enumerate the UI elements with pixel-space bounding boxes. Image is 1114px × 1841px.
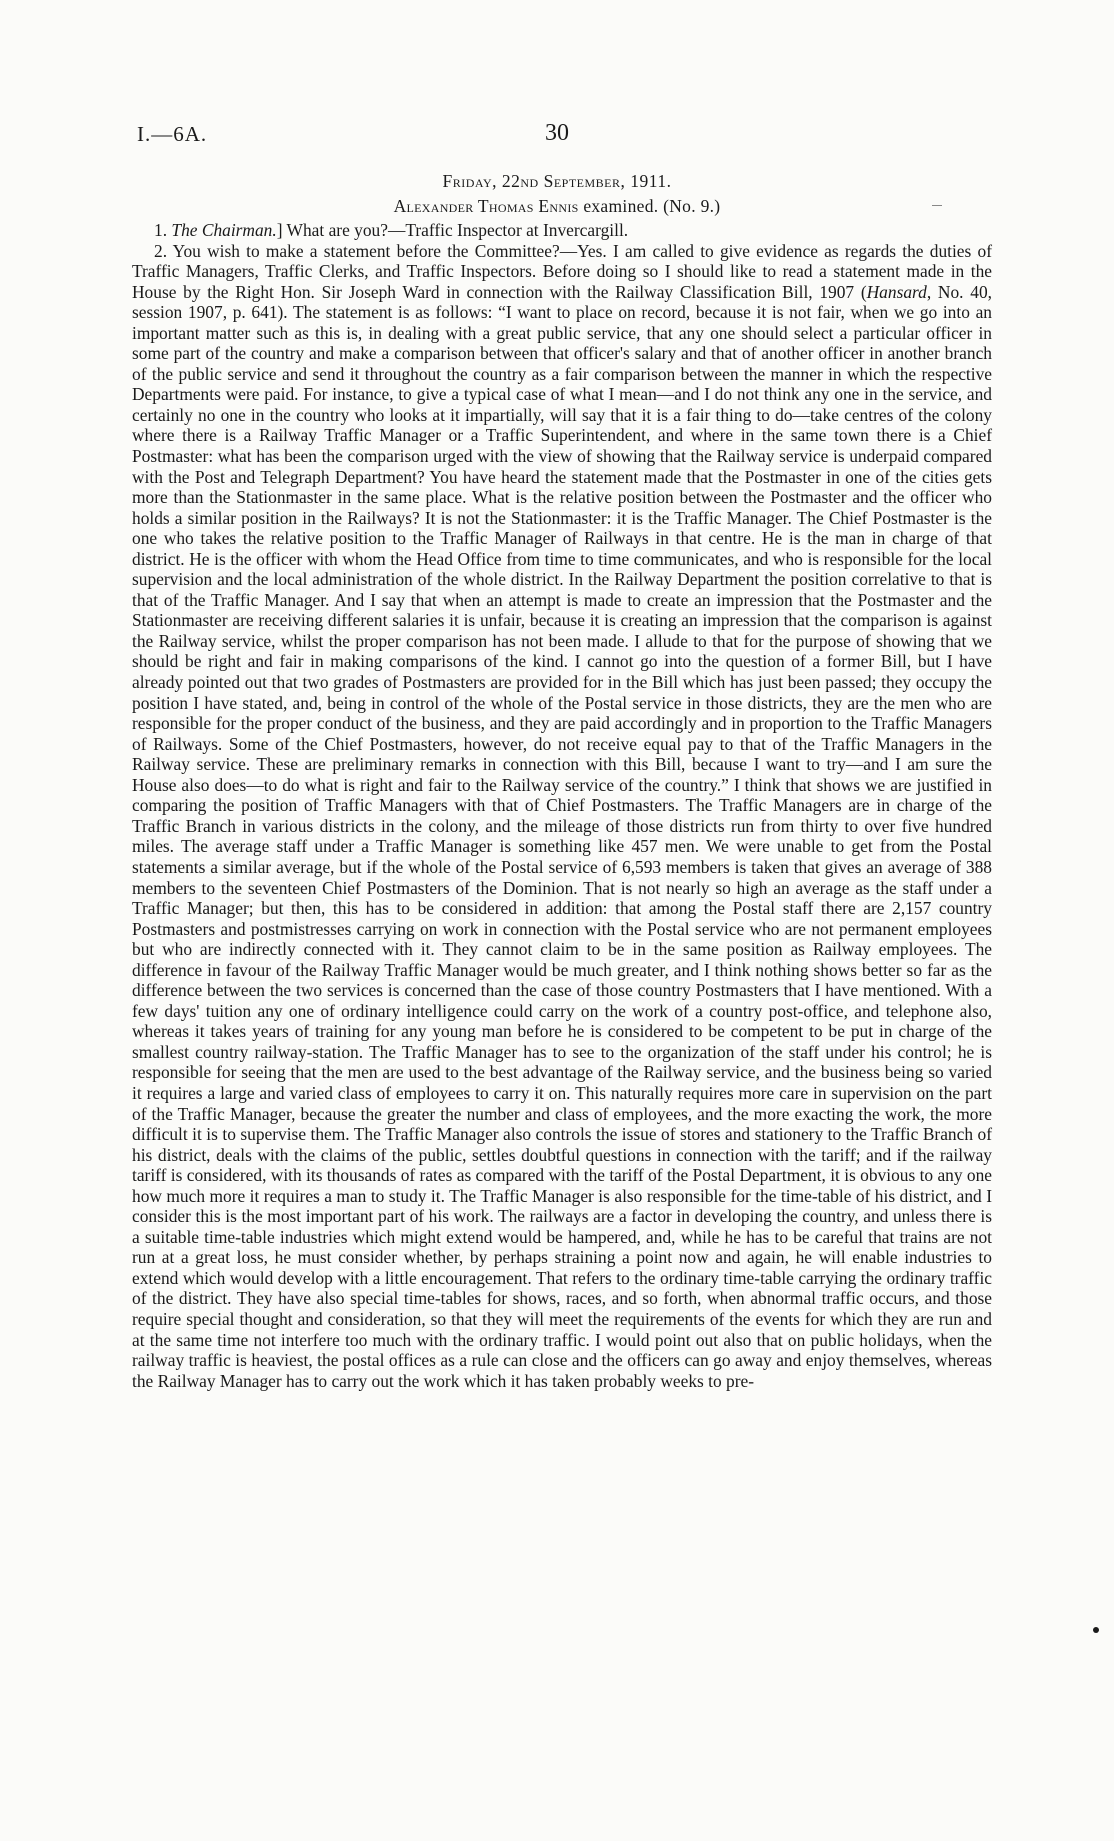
margin-mark	[932, 205, 942, 206]
answer-text-part-2: , No. 40, session 1907, p. 641). The statement is as follows: “I want to place on record, because it is not fair, when we go into an important matter such as this is, in dealing with a great public service, that any one should select a particular officer in some part of the country and make a comparison between that officer's salary and that of another officer in another branch of the public service and send it throughout the country as a fair comparison between the manner in which the respective Departments were paid. For instance, to give a typical case of what I mean—and I do not think any one in the service, and certainly no one in the country who looks at it impartially, will say that it is a fair thing to do—take centres of the colony where there is a Railway Traffic Manager or a Traffic Superintendent, and where in the same town there is a Chief Postmaster: what has been the comparison urged with the view of showing that the Railway service is underpaid compared with the Post and Telegraph Department? You have heard the statement made that the Postmaster in one of the cities gets more than the Stationmaster in the same place. What is the relative position between the Postmaster and the officer who holds a similar position in the Railways? It is not the Stationmaster: it is the Traffic Manager. The Chief Postmaster is the one who takes the relative position to the Traffic Manager of Railways in that centre. He is the man in charge of that district. He is the officer with whom the Head Office from time to time communicates, and who is responsible for the local supervision and the local administration of the whole district. In the Railway Department the position correlative to that is that of the Traffic Manager. And I say that when an attempt is made to create an impression that the Postmaster and the Stationmaster are receiving different salaries it is unfair, because it is creating an impression that the comparison is against the Railway service, whilst the proper comparison has not been made. I allude to that for the purpose of showing that we should be right and fair in making comparisons of the kind. I cannot go into the question of a former Bill, but I have already pointed out that two grades of Postmasters are provided for in the Bill which has just been passed; they occupy the position I have stated, and, being in control of the whole of the Postal service in those districts, they are the men who are responsible for the proper conduct of the business, and they are paid accordingly and in proportion to the Traffic Managers of Railways. Some of the Chief Postmasters, however, do not receive equal pay to that of the Traffic Managers in the Railway service. These are preliminary remarks in connection with this Bill, because I want to try—and I am sure the House also does—to do what is right and fair to the Railway service of the country.” I think that shows we are justified in comparing the position of Traffic Managers with that of Chief Postmasters. The Traffic Managers are in charge of the Traffic Branch in various districts in the colony, and the mileage of those districts run from thirty to over five hundred miles. The average staff under a Traffic Manager is something like 457 men. We were unable to get from the Postal statements a similar average, but if the whole of the Postal service of 6,593 members is taken that gives an average of 388 members to the seventeen Chief Postmasters of the Dominion. That is not nearly so high an average as the staff under a Traffic Manager; but then, this has to be considered in addition: that among the Postal staff there are 2,157 country Postmasters and postmistresses carrying on work in connection with the Postal service who are not permanent employees but who are indirectly connected with it. They cannot claim to be in the same position as Railway employees. The difference in favour of the Railway Traffic Manager would be much greater, and I think nothing shows better so far as the difference between the two services is concerned than the case of those country Postmasters that I have mentioned. With a few days' tuition any one of ordinary intelligence could carry on the work of a country post-office, and telephone also, whereas it takes years of training for any young man before he is considered to be competent to be put in charge of the smallest country railway-station. The Traffic Manager has to see to the organization of the staff under his control; he is responsible for seeing that the men are used to the best advantage of the Railway service, and the business being so varied it requires a large and varied class of employees to carry it on. This naturally requires more care in supervision on the part of the Traffic Manager, because the greater the number and class of employees, and the more exacting the work, the more difficult it is to supervise them. The Traffic Manager also controls the issue of stores and stationery to the Traffic Branch of his district, deals with the claims of the public, settles doubtful questions in connection with the tariff; and if the railway tariff is considered, with its thousands of rates as compared with the tariff of the Postal Department, it is obvious to any one how much more it requires a man to study it. The Traffic Manager is also responsible for the time-table of his district, and I consider this is the most important part of his work. The railways are a factor in developing the country, and unless there is a suitable time-table industries which might extend would be hampered, and, while he has to be careful that trains are not run at a great loss, he must consider whether, by perhaps straining a point now and again, he will enable industries to extend which would develop with a little encouragement. That refers to the ordinary time-table carrying the ordinary traffic of the district. They have also special time-tables for shows, races, and so forth, when abnormal traffic occurs, and those require special thought and consideration, so that they will meet the requirements of the events for which they are run and at the same time not interfere too much with the ordinary traffic. I would point out also that on public holidays, when the railway traffic is heaviest, the postal offices as a rule can close and the officers can go away and enjoy themselves, whereas the Railway Manager has to carry out the work which it has taken probably weeks to pre-	[132, 281, 993, 1391]
source-citation: Hansard	[866, 281, 927, 302]
witness-heading	[0, 196, 1114, 217]
question-number: 1.	[154, 220, 168, 240]
document-reference: I.—6A.	[137, 122, 208, 146]
question-2	[132, 241, 992, 1392]
answer-text-part-1: You wish to make a statement before the Committee?—Yes. I am called to give evidence as regards the duties of Traffic Managers, Traffic Clerks, and Traffic Inspectors. Before doing so I should like to read a statement made in the House by the Right Hon. Sir Joseph Ward in connection with the Railway Classification Bill, 1907 (	[132, 240, 993, 302]
speaker-name: The Chairman.	[171, 220, 277, 240]
margin-dot	[1093, 1627, 1099, 1633]
witness-suffix: examined.	[583, 196, 659, 216]
page-number: 30	[545, 120, 569, 146]
question-text: ] What are you?—Traffic Inspector at Invercargill.	[276, 220, 629, 240]
witness-number: (No. 9.)	[663, 196, 721, 216]
testimony-body	[132, 220, 992, 1391]
question-number: 2.	[154, 240, 168, 261]
witness-name: Alexander Thomas Ennis	[393, 196, 579, 216]
session-date: Friday, 22nd September, 1911.	[442, 171, 672, 191]
question-1	[132, 220, 992, 241]
